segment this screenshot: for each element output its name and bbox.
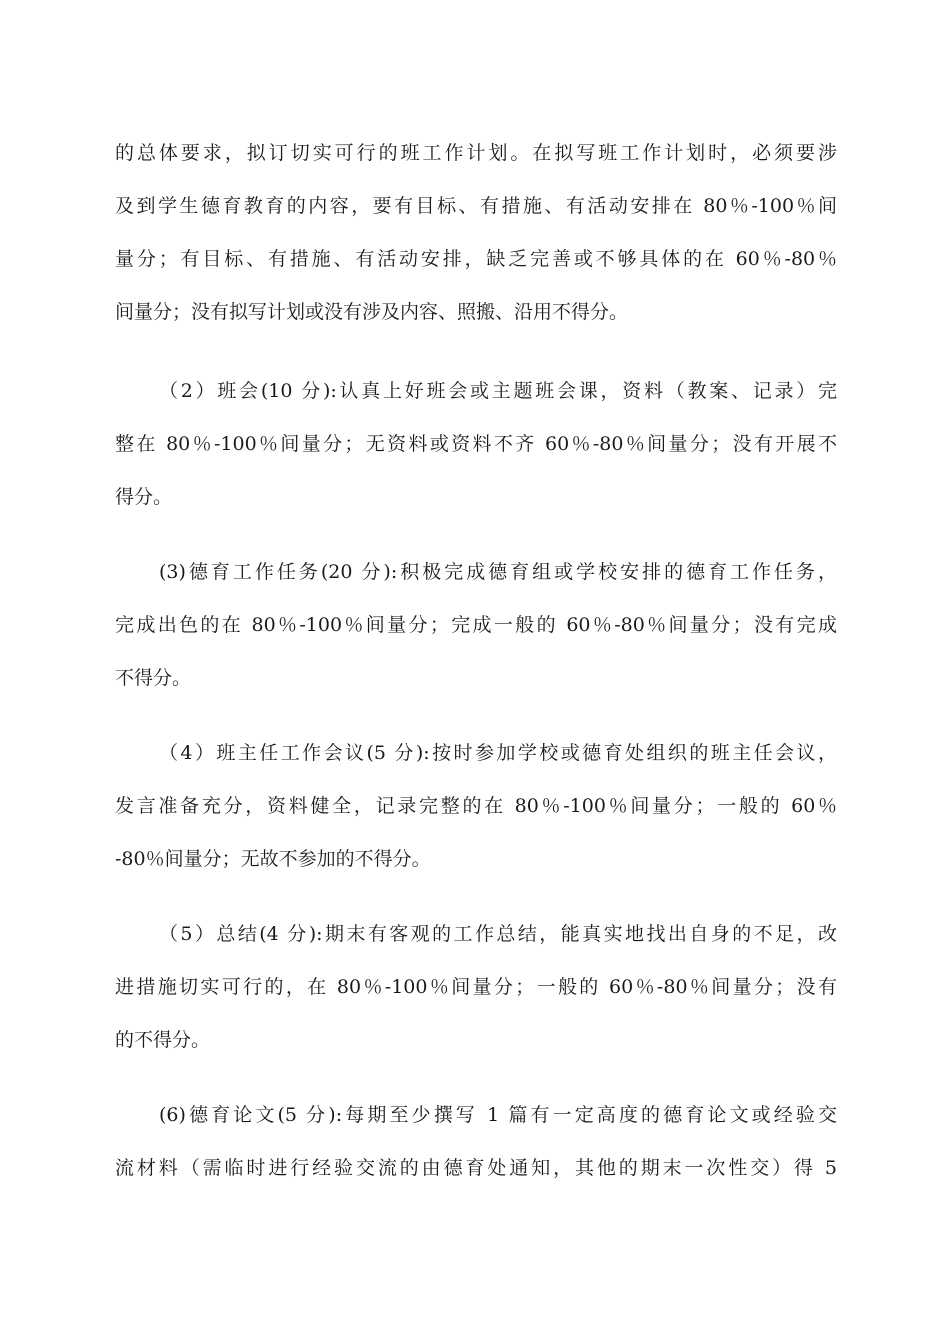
text-line: 间量分；没有拟写计划或没有涉及内容、照搬、沿用不得分。 [115, 301, 629, 323]
text-line: 及到学生德育教育的内容，要有目标、有措施、有活动安排在 80％-100％间 [115, 195, 837, 217]
text-line: 完成出色的在 80％-100％间量分；完成一般的 60％-80％间量分；没有完成 [115, 614, 837, 636]
text-line: (3)德育工作任务(20 分):积极完成德育组或学校安排的德育工作任务， [159, 561, 837, 583]
text-line: (6)德育论文(5 分):每期至少撰写 1 篇有一定高度的德育论文或经验交 [159, 1104, 837, 1126]
text-line: （4）班主任工作会议(5 分):按时参加学校或德育处组织的班主任会议， [159, 742, 837, 764]
text-line: 整在 80％-100％间量分；无资料或资料不齐 60％-80％间量分；没有开展不 [115, 433, 837, 455]
text-line: 发言准备充分，资料健全，记录完整的在 80％-100％间量分；一般的 60％ [115, 795, 837, 817]
text-line: （2）班会(10 分):认真上好班会或主题班会课，资料（教案、记录）完 [159, 380, 837, 402]
text-line: 得分。 [115, 486, 173, 508]
paragraph-head-teacher-meeting [115, 740, 837, 872]
paragraph-moral-education-tasks [115, 559, 837, 691]
paragraph-summary [115, 921, 837, 1053]
paragraph-plan-requirements [115, 140, 837, 325]
text-line: （5）总结(4 分):期末有客观的工作总结，能真实地找出自身的不足，改 [159, 923, 837, 945]
text-line: 进措施切实可行的，在 80％-100％间量分；一般的 60％-80％间量分；没有 [115, 976, 837, 998]
text-line: 流材料（需临时进行经验交流的由德育处通知，其他的期末一次性交）得 5 [115, 1157, 837, 1179]
text-line: 不得分。 [115, 667, 192, 689]
text-line: 的总体要求，拟订切实可行的班工作计划。在拟写班工作计划时，必须要涉 [115, 142, 837, 164]
text-line: 量分；有目标、有措施、有活动安排，缺乏完善或不够具体的在 60％-80％ [115, 248, 837, 270]
paragraph-class-meeting [115, 378, 837, 510]
text-line: -80％间量分；无故不参加的不得分。 [115, 848, 431, 870]
paragraph-moral-education-paper [115, 1102, 837, 1181]
text-line: 的不得分。 [115, 1029, 211, 1051]
